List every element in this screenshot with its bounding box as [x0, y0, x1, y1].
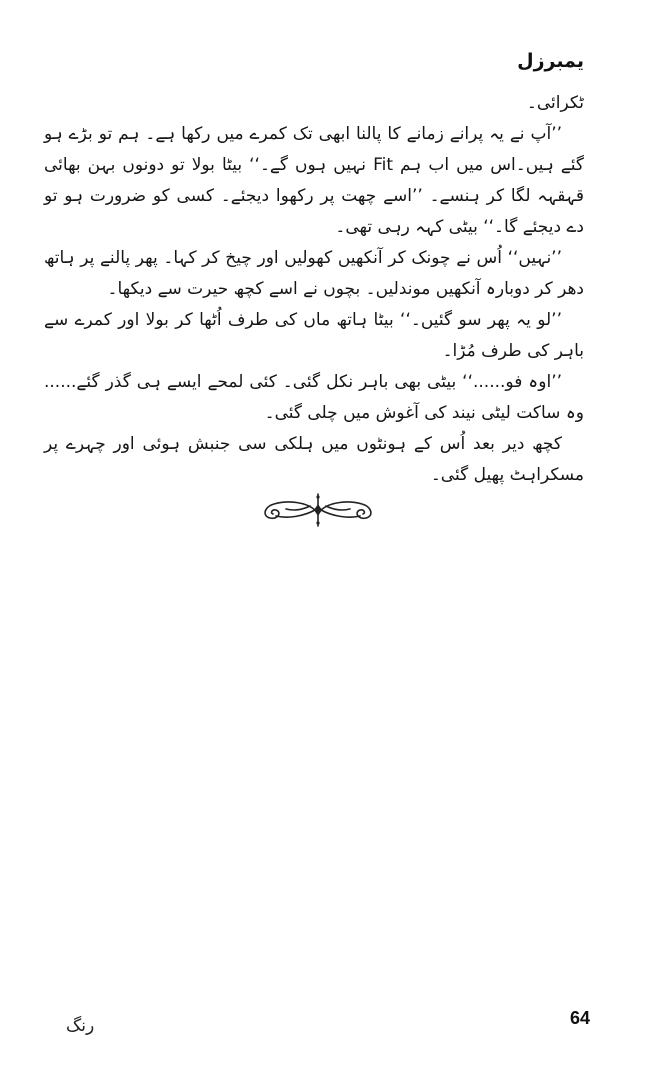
story-text [44, 88, 584, 491]
paragraph-1: ٹکرائی۔ [526, 93, 584, 113]
paragraph-5: ’’اوہ فو......‘‘ بیٹی بھی باہر نکل گئی۔ کئی لمحے ایسے ہی گذر گئے...... وہ ساکت لیٹی نیند کی آغوش میں چلی گئی۔ [44, 372, 584, 423]
decorative-flourish-icon [258, 492, 378, 528]
paragraph-4: ’’لو یہ پھر سو گئیں۔‘‘ بیٹا ہاتھ ماں کی طرف اُٹھا کر بولا اور کمرے سے باہر کی طرف مُڑا۔ [44, 310, 584, 361]
page-number: 64 [569, 1008, 590, 1028]
paragraph-3: ’’نہیں‘‘ اُس نے چونک کر آنکھیں کھولیں اور چیخ کر کہا۔ پھر پالنے پر ہاتھ دھر کر دوبارہ آنکھیں موندلیں۔ بچوں نے اسے کچھ حیرت سے دیکھا۔ [44, 248, 584, 299]
paragraph-2: ’’آپ نے یہ پرانے زمانے کا پالنا ابھی تک کمرے میں رکھا ہے۔ ہم تو بڑے ہو گئے ہیں۔اس میں اب ہم Fit نہیں ہوں گے۔‘‘ بیٹا بولا تو دونوں بہن بھائی قہقہہ لگا کر ہنسے۔ ’’اسے چھت پر رکھوا دیجئے۔ کسی کو ضرورت ہو تو دے دیجئے گا۔‘‘ بیٹی کہہ رہی تھی۔ [44, 124, 584, 237]
running-header-title: یمبرزل [517, 50, 584, 72]
paragraph-6: کچھ دیر بعد اُس کے ہونٹوں میں ہلکی سی جنبش ہوئی اور چہرے پر مسکراہٹ پھیل گئی۔ [44, 434, 584, 485]
footer-label: رنگ [66, 1016, 95, 1036]
